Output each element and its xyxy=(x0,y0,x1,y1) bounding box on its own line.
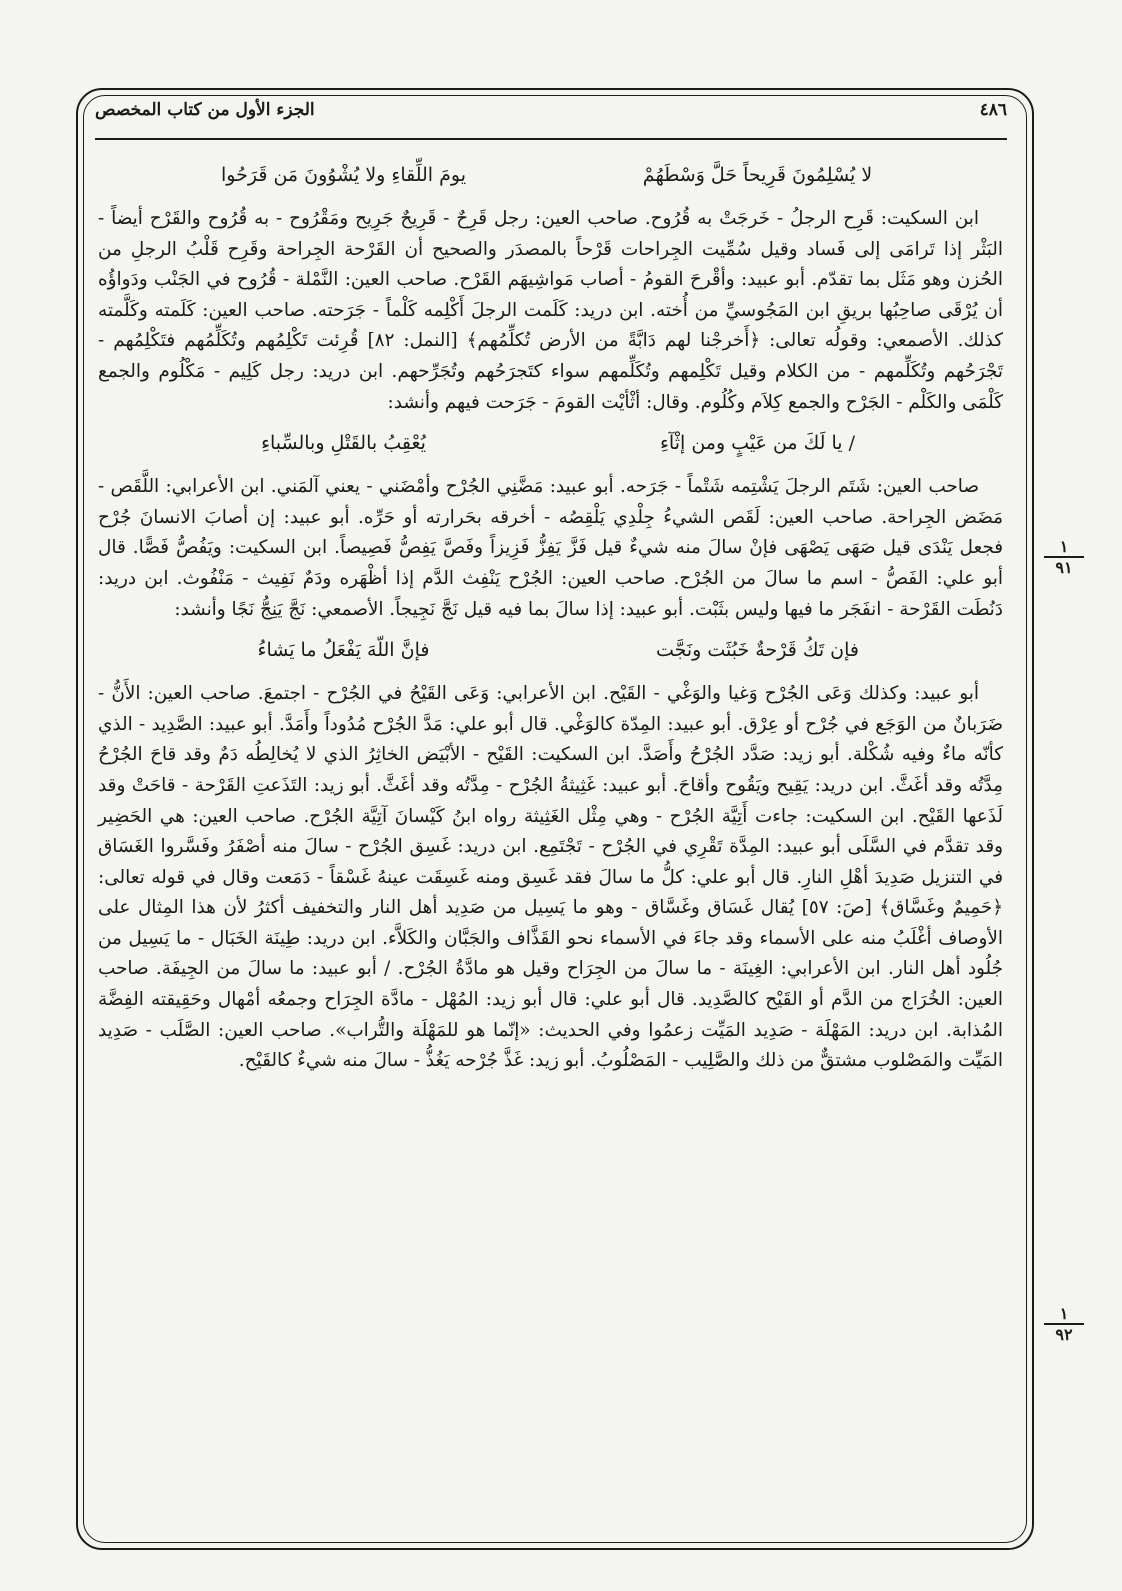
margin-folio-note-2 xyxy=(1044,1305,1084,1343)
paragraph-1: ابن السكيت: قَرِح الرجلُ - خَرجَتْ به قُرُوح. صاحب العين: رجل قَرِحٌ - قَرِيحٌ جَرِيح ومَقْرُوح - به قُرُوح والقَرْح أيضاً - البَثْر إذا تَرامَى إلى فَساد وقيل سُمِّيت الجِراحات قَرْحاً بالمصدَر والصحيح أن القَرْحة الجِراحة وقَرِح قَلْبُ الرجلِ من الحُزن وهو مَثَل بما تقدّم. أبو عبيد: وأقْرحَ القومُ - أصاب مَواشِيهَم القَرْح. صاحب العين: النَّمْلة - قُرُوح في الجَنْب ودَواؤُه أن يُرْقَى صاحِبُها بريقِ ابن المَجُوسيِّ من أُخته. ابن دريد: كَلَمت الرجلَ أَكْلِمه كَلْماً - جَرَحته. صاحب العين: كَلَمته وكَلَّمته كذلك. الأصمعي: وقولُه تعالى: ﴿أَخرجْنا لهم دَابَّةً من الأرض تُكلِّمُهم﴾ [النمل: ٨٢] قُرِئت تَكْلِمُهم وتُكَلِّمُهم فتَكْلِمُهم - تَجْرَحُهم وتُكَلِّمهم - من الكلام وقيل تَكْلِمهم وتُكَلِّمهم سواء كتَجرَحُهم وتُجَرِّحهم. ابن دريد: رجل كَلِيم - مَكْلُوم والجمع كَلْمَى والكَلْم - الجَرْح والجمع كِلاَم وكُلُوم. وقال: أثْأيْت القومَ - جَرَحت فيهم وأنشد: xyxy=(98,208,1003,413)
running-header xyxy=(95,92,1007,128)
folio-1-numerator: ١ xyxy=(1044,538,1084,558)
folio-2-denominator: ٩٢ xyxy=(1055,1325,1073,1344)
verse-1-hemistich-left: يومَ اللِّقاءِ ولا يُشْوُونَ مَن قَرَحُوا xyxy=(221,164,466,186)
verse-line-3 xyxy=(98,633,1003,667)
verse-2-hemistich-right: / يا لَكَ من عَيْبٍ ومن إثْآءِ xyxy=(660,432,855,455)
verse-2-hemistich-left: يُعْقِبُ بالقَتْلِ وبالسِّباءِ xyxy=(261,432,426,455)
header-divider xyxy=(95,138,1007,140)
main-text xyxy=(98,150,1003,1077)
folio-2-numerator: ١ xyxy=(1044,1305,1084,1325)
verse-3-hemistich-left: فإنَّ اللّهَ يَفْعَلُ ما يَشاءُ xyxy=(257,639,430,662)
running-title: الجزء الأول من كتاب المخصص xyxy=(95,100,315,120)
verse-line-1 xyxy=(98,158,1003,192)
page-number: ٤٨٦ xyxy=(979,100,1007,120)
margin-folio-note-1 xyxy=(1044,538,1084,576)
verse-line-2 xyxy=(98,426,1003,460)
verse-3-hemistich-right: فإن تَكُ قَرْحةٌ خَبُثَت ونَجَّت xyxy=(655,639,860,662)
verse-1-hemistich-right: لا يُسْلِمُونَ قَرِيحاً حَلَّ وَسْطَهُمْ xyxy=(642,164,873,186)
paragraph-2: صاحب العين: شَتَم الرجلَ يَشْتِمه شَتْماً - جَرَحه. أبو عبيد: مَضَّنِي الجُرْح وأمْضَني - يعني آلمَني. ابن الأعرابي: اللَّقَص - مَضَض الجِراحة. صاحب العين: لَقَص الشيءُ جِلْدِي يَلْقِصُه - أخرقه بحَرارته أو حَرِّه. أبو عبيد: إن أصابَ الانسانَ جُرْح فجعل يَنْدَى قيل صَهَى يَصْهَى فإنْ سالَ منه شيءٌ قيل فَزَّ يَفِزُّ فَزِيزاً وفَصَّ يَفِصُّ فَصِيصاً. ابن السكيت: ويَفُصُّ فَصًّا. قال أبو علي: الفَصُّ - اسم ما سالَ من الجُرْح. صاحب العين: الجُرْح يَنْفِث الدَّم إذا أظْهَره ودَمٌ نَفِيث - مَنْفُوث. ابن دريد: دَنُطَت القَرْحة - انفَجَر ما فيها وليس بثَبْت. أبو عبيد: إذا سالَ بما فيه قيل نَجَّ نَجِيجاً. الأصمعي: نَجَّ يَنِجُّ نَجًا وأنشد: xyxy=(98,476,1003,620)
folio-1-denominator: ٩١ xyxy=(1055,558,1073,577)
paragraph-3: أبو عبيد: وكذلك وَعَى الجُرْح وَغيا والوَغْي - القَيْح. ابن الأعرابي: وَعَى القَيْحُ في الجُرْح - اجتمعَ. صاحب العين: الأَنُّ - ضَرَبانٌ من الوَجَع في جُرْح أو عِرْق. أبو عبيد: المِدّة كالوَغْي. قال أبو علي: مَدَّ الجُرْح مُدُوداً وأَمَدَّ. أبو عبيد: الصَّدِيد - الذي كأنّه ماءٌ وفيه شُكْلة. أبو زيد: صَدَّد الجُرْحُ وأَصَدَّ. ابن السكيت: القَيْح - الأبْيَض الخاثِرُ الذي لا يُخالِطُه دَمٌ وقد قاحَ الجُرْحُ مِدَّتُه وقد أغَثَّ. ابن دريد: يَقِيح ويَقُوح وأقاحَ. أبو عبيد: غَثِيثةُ الجُرْح - مِدَّتُه وقد أغَثَّ. أبو زيد: التَذَعتِ القَرْحة - قاحَتْ وقد لَذَعها القَيْح. ابن السكيت: جاءت أَتِيَّة الجُرْح - وهي مِثْل الغَثِيثة رواه ابنُ كَيْسانَ آتِيَّة الجُرْح. صاحب العين: هي الحَضِير وقد تقدَّم في السَّلَى أبو عبيد: المِدَّة تَقْرِي في الجُرْح - تَجْتَمِع. ابن دريد: غَسِق الجُرْح - سالَ منه أصْفَرُ وفَسَّروا الغَسَاق في التنزيل صَدِيدَ أهْلِ النارِ. قال أبو علي: كلُّ ما سالَ فقد غَسِق ومنه غَسِقَت عينهُ غَسْقاً - دَمَعت وقال في قوله تعالى: ﴿حَمِيمٌ وغَسَّاق﴾ [صَ: ٥٧] يُقال غَسَاق وغَسَّاق - وهو ما يَسِيل من صَدِيد أهل النار والتخفيف أكثرُ لأن هذا المِثال على الأوصاف أغْلَبُ منه على الأسماء وقد جاءَ في الأسماء نحو القَذَّاف والجَبَّان والكَلاَّء. ابن دريد: طِينَة الخَبَال - ما يَسِيل من جُلُود أهل النار. ابن الأعرابي: الغِينَة - ما سالَ من الجِرَاح وقيل هو مادَّةُ الجُرْح. / أبو عبيد: ما سالَ من الجِيفَة. صاحب العين: الخُرَاج من الدَّم أو القَيْح كالصَّدِيد. قال أبو علي: قال أبو زيد: المُهْل - مادَّة الجِرَاح وجمعُه أمْهال وحَقِيقته الفِضَّة المُذابة. ابن دريد: المَهْلَة - صَدِيد المَيِّت زعمُوا وفي الحديث: «إنّما هو للمَهْلَة والتُّراب». صاحب العين: الصَّلَب - صَدِيد المَيِّت والمَصْلوب مشتقٌّ من ذلك والصَّلِيب - المَصْلُوبُ. أبو زيد: غَذَّ جُرْحه يَغُذُّ - سالَ منه شيءٌ كالقَيْح. xyxy=(98,683,1003,1072)
